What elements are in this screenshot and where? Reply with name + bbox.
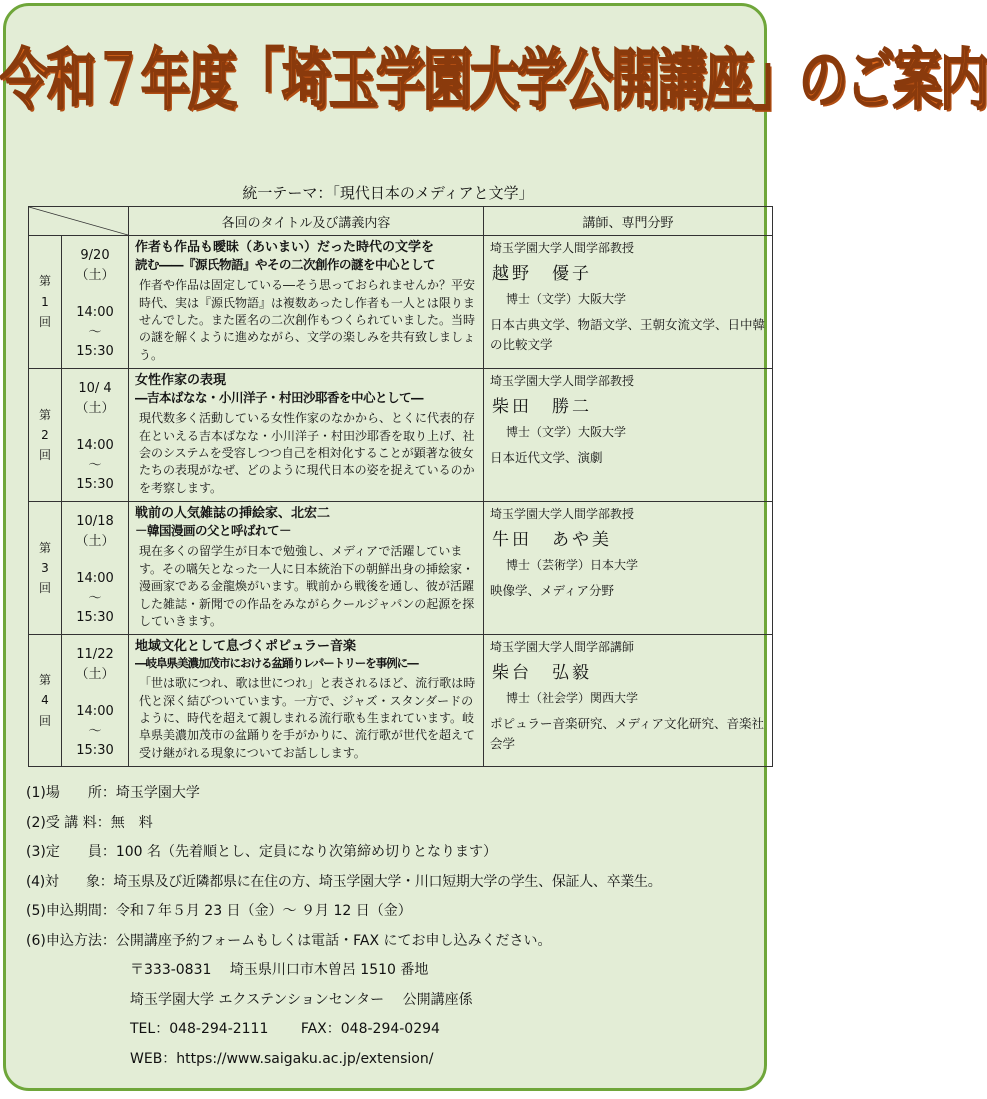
lecturer-name: 越野 優子 (492, 264, 592, 284)
session-title: 女性作家の表現 (135, 373, 227, 389)
header-content: 各回のタイトル及び講義内容 (129, 207, 484, 236)
lecturer-info (484, 635, 773, 767)
session-date: 10/ 4 （土） 14:00 ～ 15:30 (62, 369, 129, 502)
session-date: 10/18 （土） 14:00 ～ 15:30 (62, 502, 129, 635)
session-description: 現在多くの留学生が日本で勉強し、メディアで活躍しています。その嚆矢となった一人に日本統治下の朝鮮出身の挿絵家・漫画家である金龍煥がいます。戦前から戦後を通し、彼が活躍した雑誌・新聞での作品をみながらクールジャパンの起源を探していきます。 (139, 544, 475, 628)
session-content (129, 369, 484, 502)
address-web[interactable]: WEB：https://www.saigaku.ac.jp/extension/ (130, 1050, 434, 1067)
session-number: 第 3 回 (29, 502, 62, 635)
table-header-row (29, 207, 773, 236)
event-info (26, 782, 766, 1077)
lecturer-info (484, 236, 773, 369)
info-venue: (1)場 所：埼玉学園大学 (26, 785, 200, 801)
session-title: 地域文化として息づくポピュラー音楽 (135, 639, 357, 655)
table-row (29, 369, 773, 502)
info-fee: (2)受 講 料：無 料 (26, 814, 153, 831)
diagonal-line (29, 207, 128, 235)
page-title: 令和７年度「埼玉学園大学公開講座」のご案内 (0, 41, 987, 119)
session-subtitle: 読む――『源氏物語』やその二次創作の謎を中心として (135, 256, 436, 272)
unified-theme: 統一テーマ：「現代日本のメディアと文学」 (242, 184, 534, 202)
lecturer-degree: 博士（文学）大阪大学 (506, 292, 627, 306)
session-date: 11/22 （土） 14:00 ～ 15:30 (62, 635, 129, 767)
session-description: 「世は歌につれ、歌は世につれ」と表されるほど、流行歌は時代と深く結びついています。一方で、ジャズ・スタンダードのように、時代を超えて親しまれる流行歌も生まれています。岐阜県美濃加茂市の盆踊りを手がかりに、流行歌が世代を超えて受け継がれる現象についてお話しします。 (139, 676, 476, 760)
header-lecturer: 講師、専門分野 (484, 207, 773, 236)
lecturer-name: 牛田 あや美 (492, 530, 612, 551)
table-row (29, 236, 773, 369)
session-content (129, 236, 484, 369)
session-subtitle: －韓国漫画の父と呼ばれて－ (135, 523, 292, 539)
info-period: (5)申込期間：令和７年５月 23 日（金）～ ９月 12 日（金） (26, 903, 412, 919)
session-description: 現代数多く活動している女性作家のなかから、とくに代表的存在といえる吉本ばなな・小川洋子・村田沙耶香を取り上げ、社会のシステムを受容しつつ自己を相対化することが顕著な彼女たちの表現がなぜ、どのように現代日本の姿を捉えているのかを考察します。 (139, 411, 476, 495)
address-office: 埼玉学園大学 エクステンションセンター 公開講座係 (130, 991, 473, 1008)
lecturer-position: 埼玉学園大学人間学部教授 (490, 374, 635, 389)
session-content (129, 502, 484, 635)
address-phone-fax: TEL：048-294-2111 FAX：048-294-0294 (130, 1021, 440, 1037)
session-number: 第 4 回 (29, 635, 62, 767)
lecturer-degree: 博士（文学）大阪大学 (506, 425, 627, 440)
session-title: 戦前の人気雑誌の挿絵家、北宏二 (135, 506, 331, 522)
session-number: 第 2 回 (29, 369, 62, 502)
header-diagonal-cell (29, 207, 129, 236)
info-target: (4)対 象：埼玉県及び近隣都県に在住の方、埼玉学園大学・川口短期大学の学生、保証人、卒業生。 (26, 873, 662, 890)
lecturer-info (484, 502, 773, 635)
table-row (29, 635, 773, 767)
lecture-table (28, 206, 773, 767)
info-capacity: (3)定 員：100 名（先着順とし、定員になり次第締め切りとなります） (26, 844, 498, 860)
table-row (29, 502, 773, 635)
session-number: 第 1 回 (29, 236, 62, 369)
lecturer-field: ポピュラー音楽研究、メディア文化研究、音楽社会学 (490, 716, 765, 752)
lecturer-name: 柴田 勝二 (492, 397, 592, 418)
session-title: 作者も作品も曖昧（あいまい）だった時代の文学を (135, 240, 435, 255)
session-subtitle: ―岐阜県美濃加茂市における盆踊りレパートリーを事例に― (135, 656, 418, 671)
lecturer-position: 埼玉学園大学人間学部教授 (490, 241, 635, 255)
lecturer-degree: 博士（芸術学）日本大学 (506, 558, 639, 573)
lecturer-position: 埼玉学園大学人間学部教授 (490, 507, 635, 522)
lecturer-info (484, 369, 773, 502)
session-date: 9/20 （土） 14:00 ～ 15:30 (62, 236, 129, 369)
lecturer-position: 埼玉学園大学人間学部講師 (490, 640, 635, 655)
info-method: (6)申込方法：公開講座予約フォームもしくは電話・FAX にてお申し込みください。 (26, 932, 552, 949)
lecturer-field: 映像学、メディア分野 (490, 583, 615, 599)
lecturer-degree: 博士（社会学）関西大学 (506, 691, 639, 706)
lecturer-field: 日本近代文学、演劇 (490, 450, 603, 466)
address-postal: 〒333-0831 埼玉県川口市木曽呂 1510 番地 (130, 962, 429, 978)
lecturer-field: 日本古典文学、物語文学、王朝女流文学、日中韓の比較文学 (490, 317, 766, 352)
session-subtitle: ―吉本ばなな・小川洋子・村田沙耶香を中心として― (135, 389, 424, 405)
session-description: 作者や作品は固定している―そう思っておられませんか？平安時代、実は『源氏物語』は複数あったし作者も一人とは限りませんでした。また匿名の二次創作もつくられていました。当時の謎を解くように進めながら、文学の楽しみを共有致しましょう。 (139, 278, 476, 362)
lecturer-name: 柴台 弘毅 (492, 663, 592, 684)
session-content (129, 635, 484, 767)
